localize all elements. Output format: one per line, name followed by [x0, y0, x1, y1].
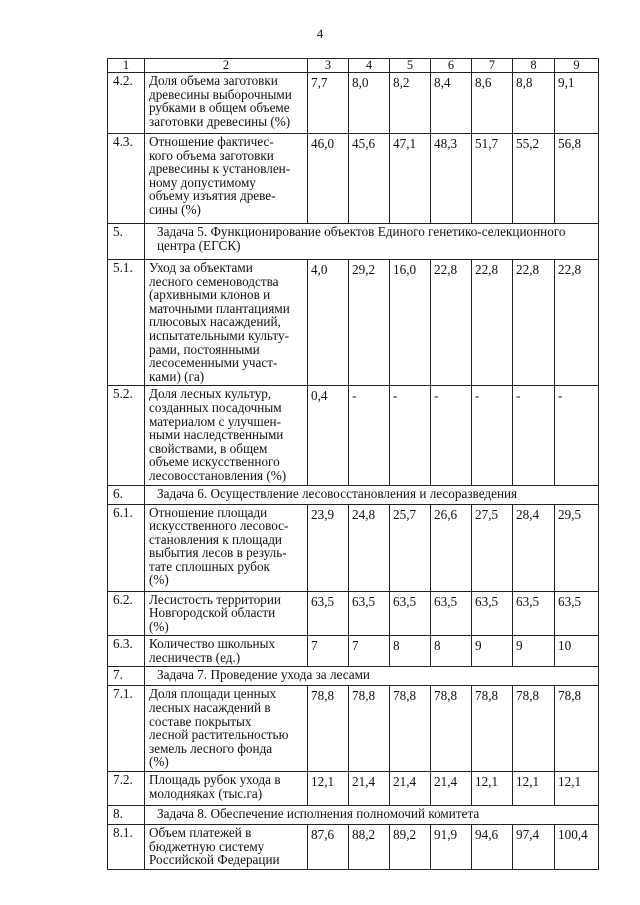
- indicator-row: [108, 134, 599, 224]
- indicator-description-line: (%): [149, 754, 169, 770]
- indicator-description-line: тате сплошных рубок: [149, 558, 270, 574]
- indicator-number: 7.2.: [108, 772, 145, 806]
- task-title-line: Задача 8. Обеспечение исполнения полномочий комитета: [157, 806, 480, 822]
- indicator-value: 8,4: [431, 73, 472, 134]
- indicator-row: [108, 504, 599, 591]
- indicator-description-line: ному допустимому: [149, 174, 256, 190]
- task-number: 6.: [108, 485, 145, 504]
- task-title-line: Задача 7. Проведение ухода за лесами: [157, 667, 370, 683]
- indicator-value: 45,6: [349, 134, 390, 224]
- indicator-value: 24,8: [349, 504, 390, 591]
- column-header-5: 5: [390, 59, 431, 73]
- indicator-value: 26,6: [431, 504, 472, 591]
- indicator-description-line: Российской Федерации: [149, 852, 280, 868]
- indicator-number: 7.1.: [108, 686, 145, 772]
- indicator-description-line: молодняках (тыс.га): [149, 785, 263, 801]
- indicator-value: 55,2: [513, 134, 555, 224]
- column-header-6: 6: [431, 59, 472, 73]
- indicator-description-line: составе покрытых: [149, 713, 252, 729]
- indicator-description-line: лесничеств (ед.): [149, 649, 241, 665]
- column-header-8: 8: [513, 59, 555, 73]
- indicator-description-line: (%): [149, 618, 169, 634]
- indicator-value: 22,8: [555, 260, 599, 386]
- indicator-row: [108, 260, 599, 386]
- indicator-description: [145, 260, 308, 386]
- indicator-value: 12,1: [472, 772, 513, 806]
- indicator-value: 63,5: [555, 591, 599, 636]
- indicator-value: 63,5: [390, 591, 431, 636]
- indicator-description: [145, 386, 308, 485]
- indicator-value: 94,6: [472, 825, 513, 870]
- indicator-description: [145, 686, 308, 772]
- task-title: [145, 667, 599, 686]
- indicator-value: 78,8: [390, 686, 431, 772]
- indicator-description-line: заготовки древесины (%): [149, 113, 291, 129]
- indicator-number: 6.2.: [108, 591, 145, 636]
- indicator-description-line: лесных насаждений в: [149, 700, 271, 716]
- indicator-row: [108, 73, 599, 134]
- indicator-value: 4,0: [308, 260, 349, 386]
- indicator-value: 88,2: [349, 825, 390, 870]
- indicator-description-line: Отношение фактичес-: [149, 134, 274, 149]
- indicator-description-line: ками) (га): [149, 368, 205, 384]
- column-header-2: 2: [145, 59, 308, 73]
- indicator-description-line: Уход за объектами: [149, 260, 253, 275]
- indicator-value: 16,0: [390, 260, 431, 386]
- indicator-row: [108, 636, 599, 667]
- indicator-row: [108, 686, 599, 772]
- indicator-description: [145, 73, 308, 134]
- indicator-value: 63,5: [308, 591, 349, 636]
- task-title: [145, 485, 599, 504]
- indicator-value: 29,2: [349, 260, 390, 386]
- task-row: [108, 806, 599, 825]
- indicator-value: 29,5: [555, 504, 599, 591]
- indicator-value: 0,4: [308, 386, 349, 485]
- indicator-description: [145, 504, 308, 591]
- indicator-description: [145, 591, 308, 636]
- indicator-value: 9: [513, 636, 555, 667]
- column-header-4: 4: [349, 59, 390, 73]
- indicator-value: 100,4: [555, 825, 599, 870]
- indicator-description-line: Доля объема заготовки: [149, 73, 278, 88]
- indicator-description-line: древесины к установлен-: [149, 161, 291, 177]
- indicator-value: 91,9: [431, 825, 472, 870]
- indicator-value: 21,4: [390, 772, 431, 806]
- indicator-row: [108, 825, 599, 870]
- indicator-number: 4.2.: [108, 73, 145, 134]
- indicator-value: -: [431, 386, 472, 485]
- indicator-description-line: (%): [149, 572, 169, 588]
- task-title: [145, 224, 599, 260]
- indicator-number: 8.1.: [108, 825, 145, 870]
- column-header-7: 7: [472, 59, 513, 73]
- indicator-description-line: Доля площади ценных: [149, 686, 277, 702]
- indicator-description-line: бюджетную систему: [149, 838, 265, 854]
- indicator-description-line: древесины выборочными: [149, 86, 292, 102]
- indicator-value: 8,8: [513, 73, 555, 134]
- indicator-value: 22,8: [431, 260, 472, 386]
- indicator-description-line: Отношение площади: [149, 504, 268, 520]
- indicator-number: 5.1.: [108, 260, 145, 386]
- indicator-description-line: Площадь рубок ухода в: [149, 772, 281, 788]
- indicator-value: 78,8: [555, 686, 599, 772]
- indicator-value: -: [472, 386, 513, 485]
- indicator-value: 63,5: [349, 591, 390, 636]
- indicator-value: 8: [390, 636, 431, 667]
- indicator-value: -: [390, 386, 431, 485]
- indicator-description-line: плюсовых насаждений,: [149, 314, 281, 330]
- indicator-row: [108, 772, 599, 806]
- indicator-row: [108, 386, 599, 485]
- indicator-value: -: [349, 386, 390, 485]
- column-header-9: 9: [555, 59, 599, 73]
- indicator-description-line: искусственного лесовос-: [149, 518, 289, 534]
- task-title-line: центра (ЕГСК): [157, 237, 241, 253]
- indicator-value: 51,7: [472, 134, 513, 224]
- indicator-description-line: лесовосстановления (%): [149, 467, 287, 483]
- indicator-description: [145, 134, 308, 224]
- indicator-value: 47,1: [390, 134, 431, 224]
- indicator-value: 56,8: [555, 134, 599, 224]
- indicator-value: 8,6: [472, 73, 513, 134]
- task-title-line: Задача 5. Функционирование объектов Единого генетико-селекционного: [157, 224, 566, 239]
- indicator-value: 78,8: [431, 686, 472, 772]
- indicator-value: 25,7: [390, 504, 431, 591]
- indicator-description-line: Доля лесных культур,: [149, 386, 272, 402]
- indicator-value: 21,4: [431, 772, 472, 806]
- indicator-value: 21,4: [349, 772, 390, 806]
- task-number: 8.: [108, 806, 145, 825]
- indicator-description-line: Новгородской области: [149, 605, 276, 621]
- indicator-value: 28,4: [513, 504, 555, 591]
- indicator-value: 12,1: [308, 772, 349, 806]
- task-row: [108, 485, 599, 504]
- indicator-description-line: созданных посадочным: [149, 399, 282, 415]
- indicator-value: 87,6: [308, 825, 349, 870]
- indicators-table: [107, 58, 599, 870]
- task-row: [108, 667, 599, 686]
- indicator-value: 7: [308, 636, 349, 667]
- column-header-3: 3: [308, 59, 349, 73]
- indicator-value: 97,4: [513, 825, 555, 870]
- indicator-value: 63,5: [472, 591, 513, 636]
- indicator-description: [145, 772, 308, 806]
- indicator-value: 7: [349, 636, 390, 667]
- indicator-description-line: маточными плантациями: [149, 300, 290, 316]
- indicator-value: 89,2: [390, 825, 431, 870]
- indicator-description-line: (архивными клонов и: [149, 287, 271, 303]
- indicator-description-line: Лесистость территории: [149, 591, 281, 607]
- indicator-value: 63,5: [431, 591, 472, 636]
- indicator-description-line: выбытия лесов в резуль-: [149, 545, 287, 561]
- task-number: 5.: [108, 224, 145, 260]
- page-number: 4: [316, 26, 324, 41]
- indicator-value: 12,1: [513, 772, 555, 806]
- indicator-value: 8,0: [349, 73, 390, 134]
- task-title: [145, 806, 599, 825]
- indicator-description-line: становления к площади: [149, 531, 282, 547]
- indicator-value: 22,8: [513, 260, 555, 386]
- indicator-description-line: материалом с улучшен-: [149, 413, 281, 429]
- indicator-description-line: ными наследственными: [149, 427, 284, 443]
- indicator-number: 5.2.: [108, 386, 145, 485]
- indicator-number: 6.3.: [108, 636, 145, 667]
- indicator-value: 46,0: [308, 134, 349, 224]
- indicator-value: 12,1: [555, 772, 599, 806]
- indicator-description-line: лесосеменными участ-: [149, 355, 278, 371]
- indicator-value: 23,9: [308, 504, 349, 591]
- indicator-description-line: рами, постоянными: [149, 341, 260, 357]
- indicator-value: 9,1: [555, 73, 599, 134]
- indicator-value: 27,5: [472, 504, 513, 591]
- indicator-description-line: Объем платежей в: [149, 825, 252, 841]
- indicator-description: [145, 636, 308, 667]
- indicator-value: 63,5: [513, 591, 555, 636]
- indicator-description-line: лесной растительностью: [149, 727, 289, 743]
- indicator-value: 78,8: [308, 686, 349, 772]
- task-title-line: Задача 6. Осуществление лесовосстановления и лесоразведения: [157, 485, 518, 501]
- indicator-description-line: испытательными культу-: [149, 327, 289, 343]
- indicator-description-line: кого объема заготовки: [149, 147, 274, 163]
- indicator-number: 4.3.: [108, 134, 145, 224]
- indicator-value: 78,8: [349, 686, 390, 772]
- column-header-1: 1: [108, 59, 145, 73]
- column-header-row: [108, 59, 599, 73]
- indicator-description-line: объему изъятия древе-: [149, 188, 276, 204]
- indicator-description-line: свойствами, в общем: [149, 440, 268, 456]
- indicator-value: -: [513, 386, 555, 485]
- indicator-value: 48,3: [431, 134, 472, 224]
- task-row: [108, 224, 599, 260]
- indicator-description-line: объеме искусственного: [149, 454, 280, 470]
- indicator-description-line: сины (%): [149, 201, 201, 217]
- indicator-description-line: Количество школьных: [149, 636, 276, 652]
- indicator-description-line: лесного семеноводства: [149, 273, 279, 289]
- indicator-value: 78,8: [472, 686, 513, 772]
- indicator-value: 8: [431, 636, 472, 667]
- indicator-row: [108, 591, 599, 636]
- indicator-value: 8,2: [390, 73, 431, 134]
- indicator-value: 22,8: [472, 260, 513, 386]
- indicator-description: [145, 825, 308, 870]
- task-number: 7.: [108, 667, 145, 686]
- indicator-description-line: земель лесного фонда: [149, 740, 273, 756]
- indicator-number: 6.1.: [108, 504, 145, 591]
- indicator-value: 78,8: [513, 686, 555, 772]
- indicator-value: 10: [555, 636, 599, 667]
- indicator-value: 7,7: [308, 73, 349, 134]
- indicator-value: 9: [472, 636, 513, 667]
- indicator-value: -: [555, 386, 599, 485]
- indicator-description-line: рубками в общем объеме: [149, 100, 290, 116]
